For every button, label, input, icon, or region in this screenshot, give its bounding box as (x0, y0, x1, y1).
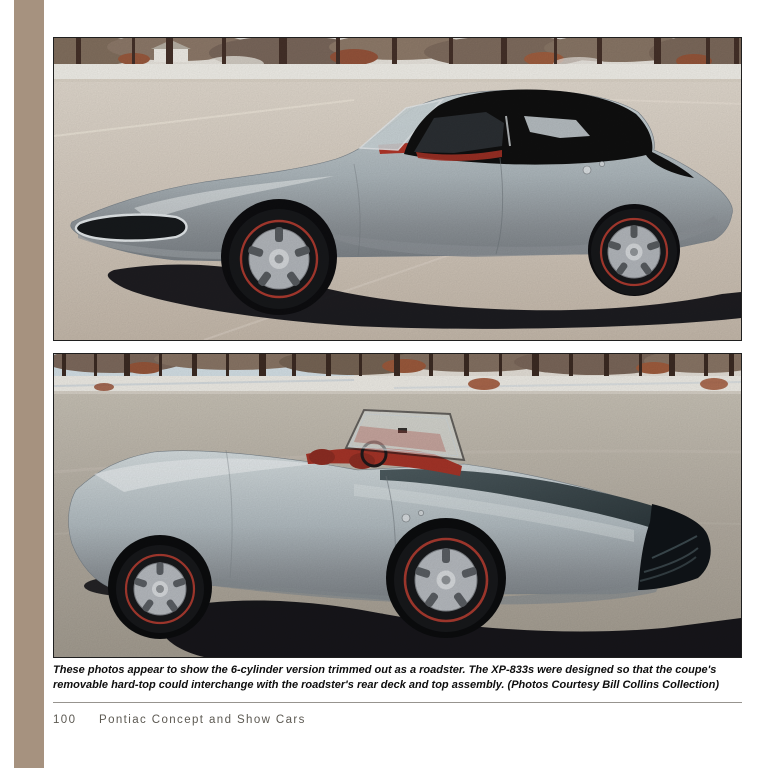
top-photo-illustration (54, 38, 741, 340)
running-footer (53, 714, 742, 726)
page-edge-accent-bar (14, 0, 44, 768)
running-footer-title: Pontiac Concept and Show Cars (99, 714, 306, 726)
photo-caption: These photos appear to show the 6-cylinder version trimmed out as a roadster. The XP-833s were designed so that the coupe's removable hard-top could interchange with the roadster's rear deck and top assembly. (Photos Courtesy Bill Collins Collection) (53, 664, 719, 691)
page-number: 100 (53, 714, 77, 726)
bottom-photo-illustration (54, 354, 741, 657)
bottom-photo (53, 353, 742, 658)
top-photo (53, 37, 742, 341)
footer-divider (53, 702, 742, 703)
